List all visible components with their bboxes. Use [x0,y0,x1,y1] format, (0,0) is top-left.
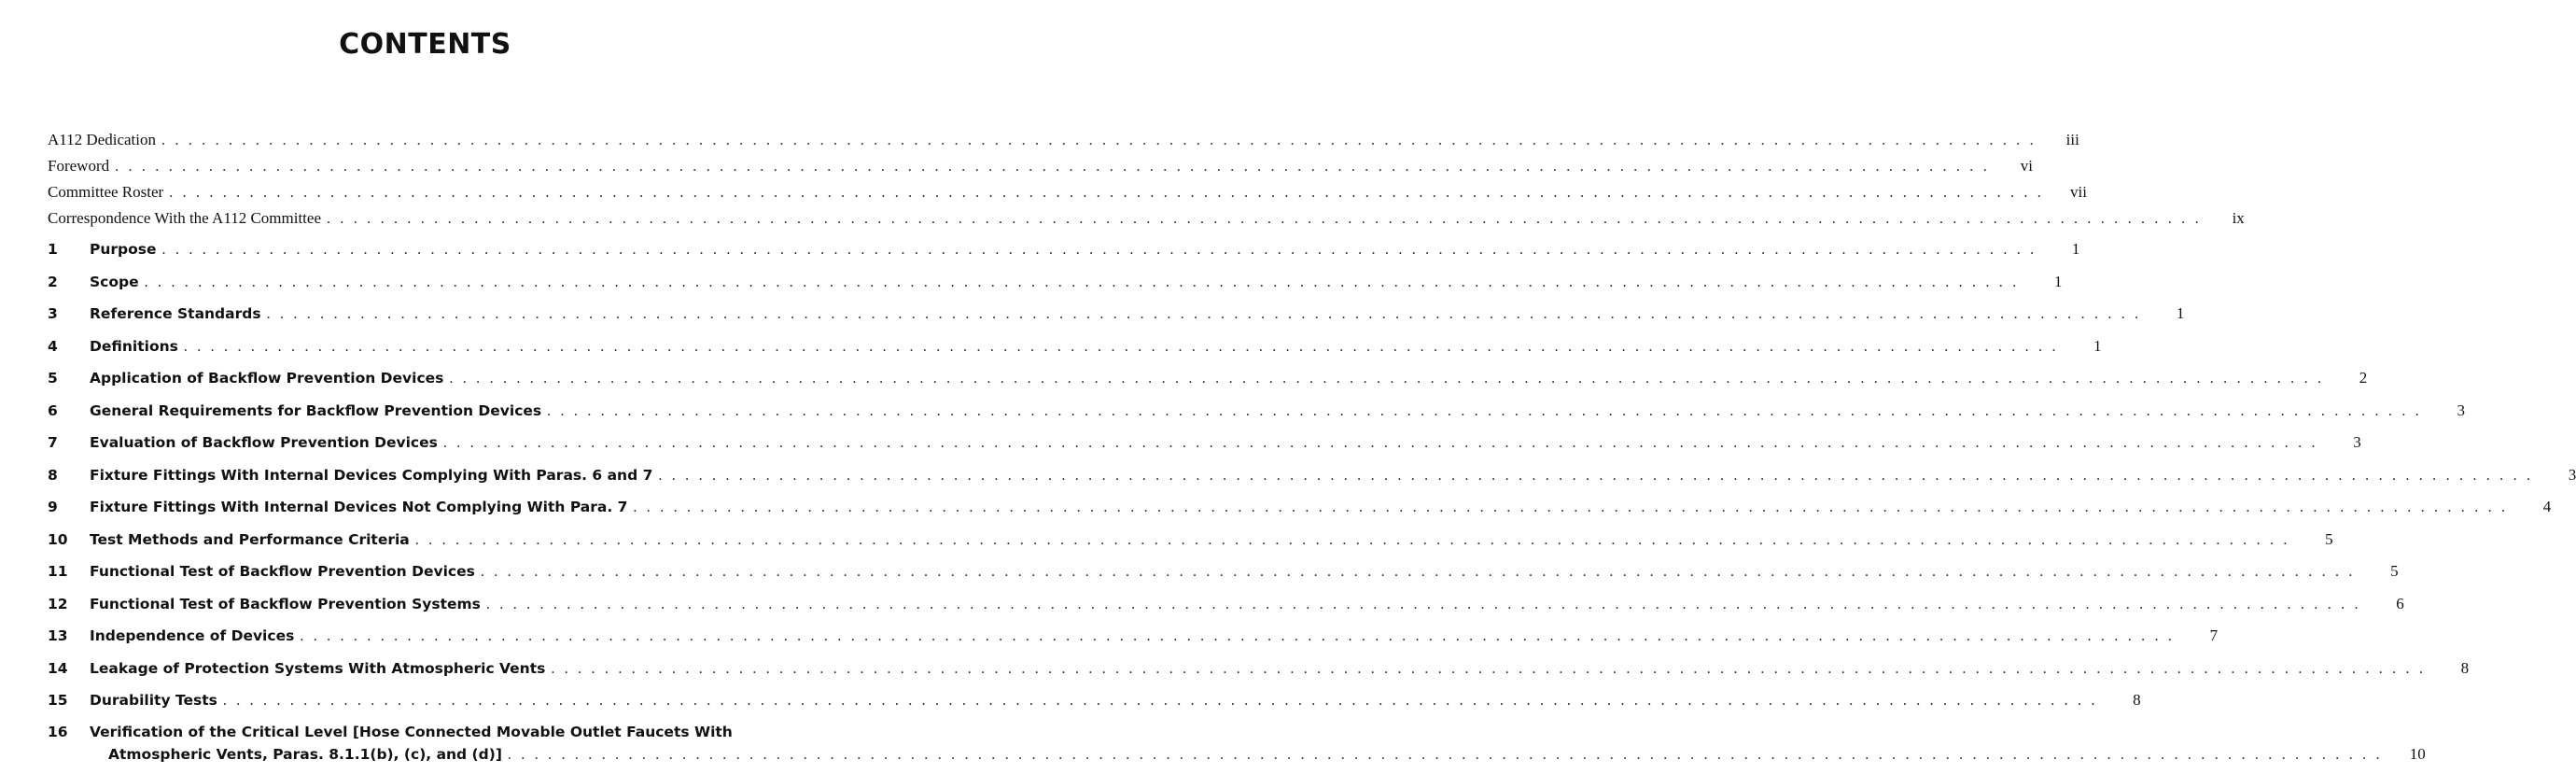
toc-entry-title: Committee Roster [48,183,164,201]
toc-entry[interactable] [48,131,2079,157]
dot-leader [267,306,2142,323]
dot-leader [184,339,2059,356]
toc-section-page: 1 [2093,336,2102,355]
toc-section-page: 3 [2457,401,2465,419]
dot-leader [145,274,2020,291]
toc-section[interactable] [48,691,2141,724]
toc-section-title: Independence of Devices [90,627,295,644]
toc-section-page: 1 [2053,272,2063,290]
toc-section-page: 5 [2390,562,2399,580]
toc-section-number: 10 [48,530,68,548]
toc-section-page: 7 [2209,626,2219,644]
toc-section-title: Leakage of Protection Systems With Atmospheric Vents [90,659,546,677]
toc-section[interactable] [48,658,2470,692]
dot-leader [415,532,2290,549]
toc-section[interactable] [48,304,2185,337]
toc-section-title: General Requirements for Backflow Prevention Devices [90,401,542,419]
toc-section-number: 13 [48,627,68,644]
dot-leader [508,747,2383,764]
toc-section-title: Test Methods and Performance Criteria [90,530,410,548]
dot-leader [633,500,2508,516]
toc-section[interactable] [48,529,2333,563]
dot-leader [443,435,2318,452]
toc-section[interactable] [48,336,2102,370]
toc-section-title: Fixture Fittings With Internal Devices Complying With Paras. 6 and 7 [90,466,653,484]
dot-leader [327,211,2202,228]
toc-section-number: 16 [48,723,68,740]
toc-section-title: Functional Test of Backflow Prevention Devices [90,563,475,580]
toc-entry[interactable] [48,157,2033,183]
toc-entry-title: Foreword [48,157,110,175]
page-title: CONTENTS [339,28,511,61]
dot-leader [162,242,2037,259]
toc-section-title: Evaluation of Backflow Prevention Devices [90,434,438,451]
toc-entry-page: vi [2020,157,2033,175]
toc-section-title-continued: Atmospheric Vents, Paras. 8.1.1(b), (c), and (d)] [108,745,502,763]
dot-leader [481,564,2356,581]
toc-section[interactable] [48,240,2080,273]
dot-leader [169,185,2044,202]
dot-leader [486,597,2361,613]
toc-section-page: 2 [2359,369,2368,387]
toc-section-title: Fixture Fittings With Internal Devices Not Complying With Para. 7 [90,499,628,515]
dot-leader [161,133,2037,149]
toc-section[interactable] [48,594,2404,627]
toc-section-number: 4 [48,337,58,355]
toc-section-number: 15 [48,692,68,709]
toc-section-number: 6 [48,401,58,419]
toc-section-number: 5 [48,370,58,387]
toc-section-page: 8 [2133,691,2141,709]
toc-section[interactable] [48,401,2465,434]
toc-section-page: 4 [2542,498,2552,515]
toc-section-number: 12 [48,595,68,612]
toc-section-number: 7 [48,434,58,451]
toc-entry[interactable] [48,209,2245,235]
toc-section[interactable] [48,498,2552,530]
dot-leader [449,371,2324,387]
toc-section-page: 1 [2176,304,2185,322]
toc-section[interactable] [48,626,2219,659]
toc-section-number: 9 [48,499,58,515]
toc-entry-title: Correspondence With the A112 Committee [48,209,321,227]
dot-leader [115,159,1990,176]
toc-section-number: 2 [48,273,58,290]
toc-section-number: 11 [48,563,68,580]
toc-entry-title: A112 Dedication [48,131,156,148]
toc-section[interactable] [48,562,2399,595]
toc-section[interactable] [48,465,2576,499]
toc-section[interactable] [48,272,2063,305]
toc-entry[interactable] [48,183,2087,209]
toc-section[interactable] [48,369,2368,401]
dot-leader [300,628,2175,645]
toc-section[interactable] [48,723,2426,764]
toc-section-number: 14 [48,659,68,677]
toc-section-page: 10 [2409,744,2426,763]
dot-leader [551,661,2426,678]
toc-section-page: 8 [2460,658,2470,677]
toc-section-page: 3 [2353,433,2361,451]
toc-section-page: 5 [2325,529,2333,548]
toc-section-title: Definitions [90,337,178,355]
toc-entry-page: ix [2232,209,2245,227]
toc-section-title: Verification of the Critical Level [Hose Connected Movable Outlet Faucets With [90,723,733,740]
dot-leader [547,403,2422,420]
toc-section-title: Purpose [90,241,157,258]
toc-entry-page: iii [2065,131,2079,148]
toc-section-page: 3 [2568,465,2576,484]
toc-section-number: 1 [48,241,58,258]
table-of-contents [48,131,2576,764]
toc-section-title: Scope [90,273,139,290]
toc-section-title: Durability Tests [90,692,217,709]
dot-leader [658,468,2533,485]
toc-section-title: Application of Backflow Prevention Devices [90,370,444,387]
toc-section-number: 8 [48,466,58,484]
toc-section-page: 6 [2396,594,2404,612]
toc-section-title: Functional Test of Backflow Prevention Systems [90,595,481,612]
toc-section-page: 1 [2071,240,2080,258]
toc-entry-page: vii [2070,183,2087,201]
toc-section[interactable] [48,433,2361,466]
toc-section-title: Reference Standards [90,305,261,322]
toc-section-number: 3 [48,305,58,322]
dot-leader [223,693,2098,710]
